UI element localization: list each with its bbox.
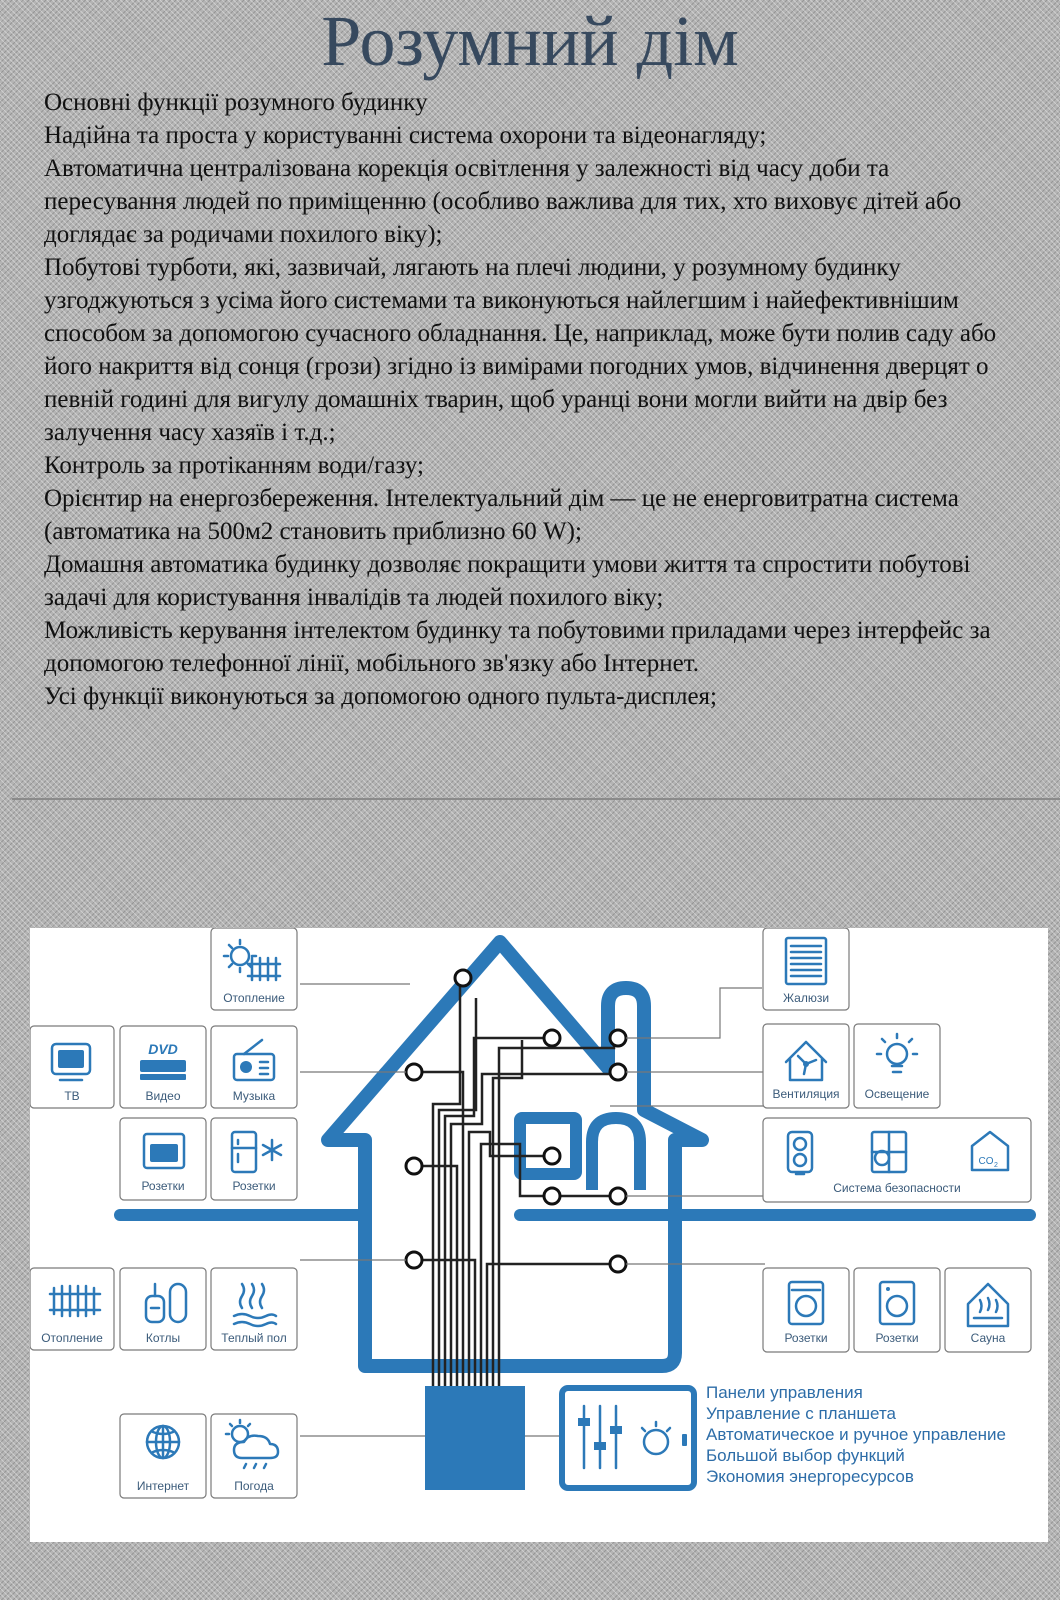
sockets2-box (211, 1118, 297, 1200)
boilers-label: Котлы (145, 1331, 181, 1345)
sockets2-label: Розетки (232, 1179, 276, 1193)
heating-top-label: Отопление (223, 991, 285, 1005)
tv-label: ТВ (64, 1089, 80, 1103)
video-label: Видео (145, 1089, 181, 1103)
control-panel-tablet (562, 1388, 694, 1488)
panel-feature: Экономия энергоресурсов (706, 1467, 914, 1486)
paragraph: Автоматична централізована корекція освітлення у залежності від часу доби та пересування людей по приміщенню (особливо важлива для тих, хто виховує дітей або доглядає за родичами похилого віку); (44, 155, 962, 248)
security-box (763, 1118, 1031, 1202)
weather-label: Погода (234, 1479, 274, 1493)
paragraph: Домашня автоматика будинку дозволяє покращити умови життя та спростити побутові задачі для користування інвалідів та людей похилого віку; (44, 551, 971, 611)
lighting-label: Освещение (864, 1087, 930, 1101)
sockets4-label: Розетки (875, 1331, 919, 1345)
panel-feature: Большой выбор функций (706, 1446, 905, 1465)
panel-feature: Автоматическое и ручное управление (706, 1425, 1006, 1444)
co2-subscript: 2 (994, 1162, 998, 1169)
window-icons (520, 1118, 640, 1190)
ventilation-label: Вентиляция (772, 1087, 840, 1101)
sockets4-box (854, 1268, 940, 1352)
heating-bottom-box (30, 1268, 114, 1350)
controller-box (425, 1386, 525, 1490)
paragraph: Надійна та проста у користуванні система охорони та відеонагляду; (44, 122, 767, 149)
video-box (120, 1026, 206, 1108)
sauna-label: Сауна (970, 1331, 1006, 1345)
paragraph: Усі функції виконуються за допомогою одного пульта-дисплея; (44, 683, 717, 710)
heating-bottom-label: Отопление (41, 1331, 103, 1345)
heating-top-box (211, 928, 297, 1010)
paragraph: Можливість керування інтелектом будинку та побутовими приладами через інтерфейс за допомогою телефонної лінії, мобільного зв'язку або Інтернет. (44, 617, 991, 677)
diagram-svg (30, 928, 1048, 1542)
dvd-text: DVD (148, 1041, 178, 1057)
music-box (211, 1026, 297, 1108)
lighting-box (854, 1024, 940, 1108)
panel-feature: Панели управления (706, 1383, 863, 1402)
blinds-label: Жалюзи (782, 991, 830, 1005)
divider (12, 798, 1060, 800)
page-title: Розумний дім (321, 1, 739, 81)
sauna-box (945, 1268, 1031, 1352)
co2-text: CO (978, 1156, 994, 1167)
paragraph: Контроль за протіканням води/газу; (44, 452, 424, 479)
warm-floor-label: Теплый пол (221, 1331, 287, 1345)
boilers-box (120, 1268, 206, 1350)
panel-features-list (706, 1383, 1006, 1486)
internet-box (120, 1414, 206, 1498)
security-label: Система безопасности (833, 1181, 961, 1195)
paragraph: Орієнтир на енергозбереження. Інтелектуальний дім — це не енерговитратна система (автоматика на 500м2 становить приблизно 60 W); (44, 485, 959, 545)
paragraph: Побутові турботи, які, зазвичай, лягають на плечі людини, у розумному будинку узгоджуються з усіма його системами та виконуються найлегшим і найефективнішим способом за допомогою сучасного обладнання. Це, наприклад, може бути полив саду або його накриття від сонця (грози) згідно із вимірами погодних умов, відчинення дверцят о певній годині для вигулу домашніх тварин, щоб уранці вони могли вийти на двір без залучення часу хазяїв і т.д.; (44, 254, 997, 446)
functions-text (44, 86, 1024, 713)
ventilation-box (763, 1024, 849, 1108)
blinds-box (763, 928, 849, 1010)
warm-floor-box (211, 1268, 297, 1350)
paragraph: Основні функції розумного будинку (44, 89, 428, 116)
panel-feature: Управление с планшета (706, 1404, 896, 1423)
sockets3-box (763, 1268, 849, 1352)
music-label: Музыка (232, 1089, 276, 1103)
sockets1-label: Розетки (141, 1179, 185, 1193)
smart-home-diagram (30, 928, 1048, 1542)
sockets3-label: Розетки (784, 1331, 828, 1345)
internet-label: Интернет (136, 1479, 190, 1493)
sockets1-box (120, 1118, 206, 1200)
weather-box (211, 1414, 297, 1498)
tv-box (30, 1026, 114, 1108)
